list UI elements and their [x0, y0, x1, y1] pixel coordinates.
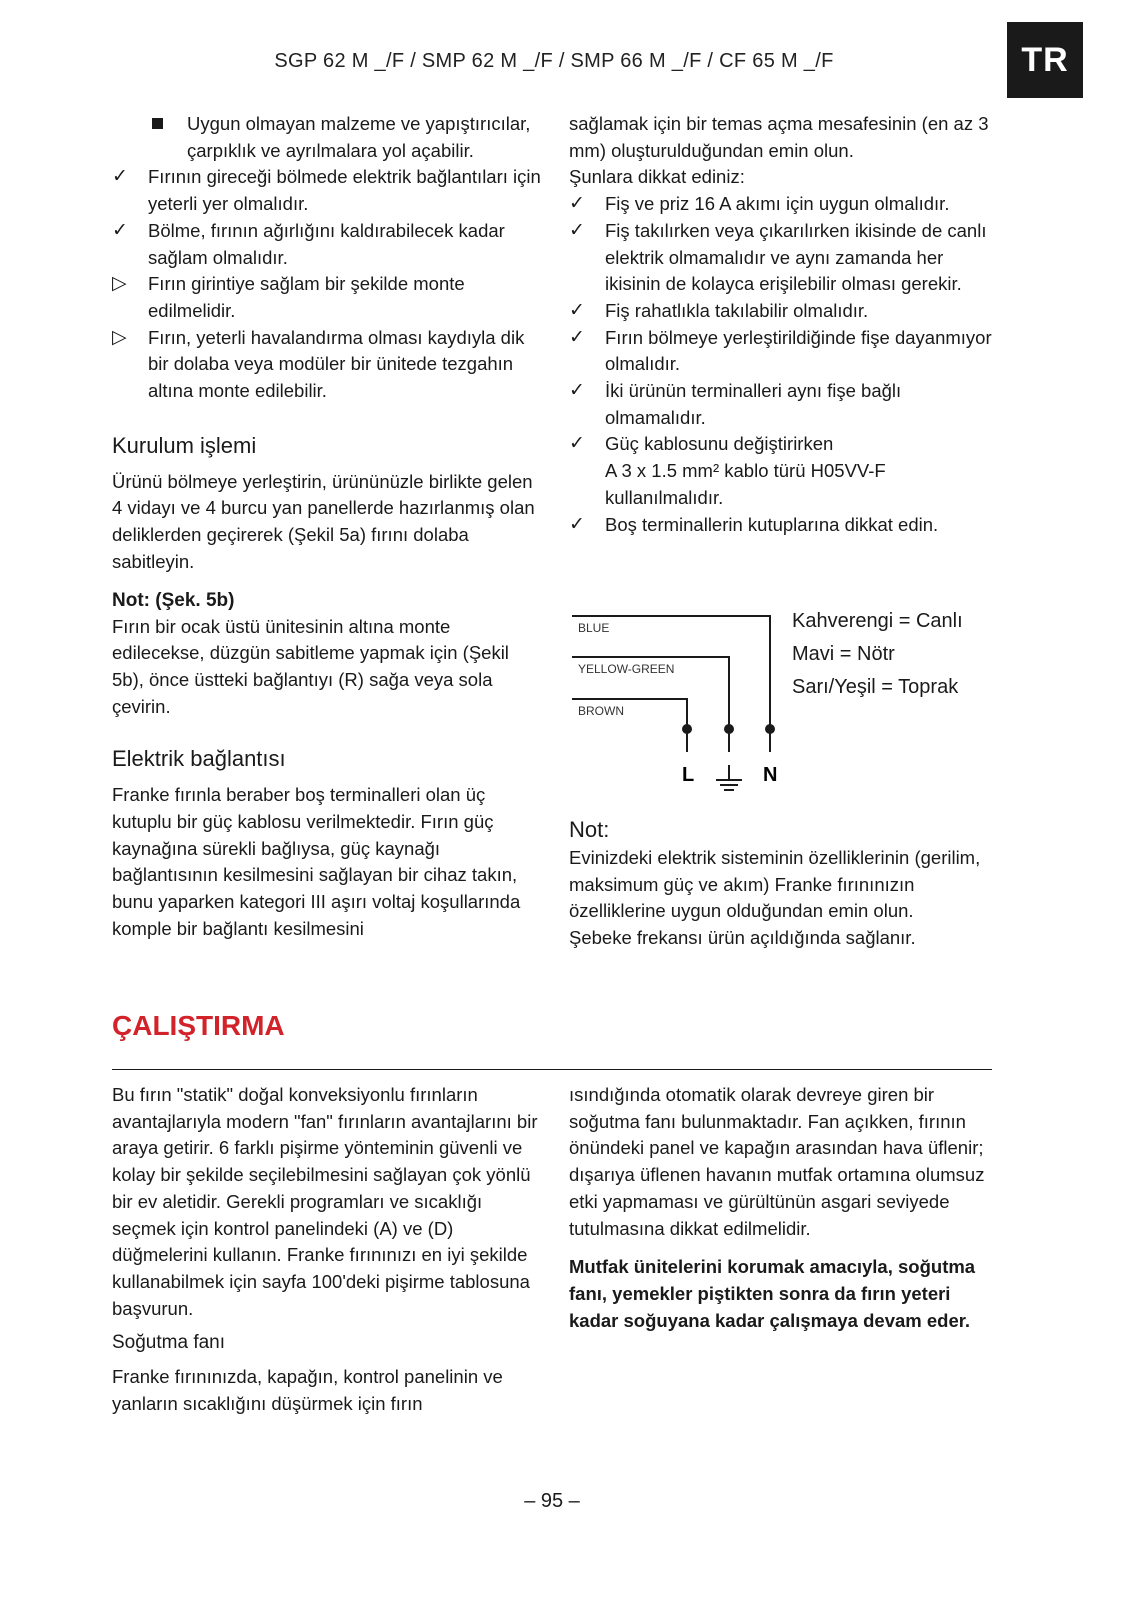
list-item	[112, 325, 542, 405]
page-number: – 95 –	[524, 1490, 580, 1512]
checkmark-icon: ✓	[569, 380, 585, 402]
right-intro: sağlamak için bir temas açma mesafesinin (en az 3 mm) oluşturulduğundan emin olun.	[569, 113, 989, 161]
fan-warning-text: Mutfak ünitelerini korumak amacıyla, soğutma fanı, yemekler piştikten sonra da fırın yeteri kadar soğuyana kadar çalışmaya devam eder.	[569, 1256, 976, 1331]
legend-item: Mavi = Nötr	[792, 643, 895, 665]
list-item	[569, 191, 994, 218]
list-item	[569, 512, 994, 539]
section-left-column	[112, 1082, 542, 1418]
install-heading: Kurulum işlemi	[112, 432, 257, 458]
list-item	[569, 431, 994, 511]
right-note	[569, 815, 994, 952]
note-text-2: Şebeke frekansı ürün açıldığında sağlanır.	[569, 927, 916, 949]
terminal-dot	[724, 724, 734, 734]
legend-item: Sarı/Yeşil = Toprak	[792, 676, 959, 698]
checkmark-icon: ✓	[112, 219, 128, 241]
checkmark-icon: ✓	[569, 219, 585, 241]
terminal-label-n: N	[763, 764, 778, 786]
list-item-text: Fırın, yeterli havalandırma olması kaydıyla dik bir dolaba veya modüler bir ünitede tezgahın altına monte edilebilir.	[148, 326, 525, 402]
attention-text: Şunlara dikkat ediniz:	[569, 166, 745, 188]
note-text: Evinizdeki elektrik sisteminin özelliklerinin (gerilim, maksimum güç ve akım) Franke fırınınızın özelliklerine uygun olduğundan emin olun.	[569, 847, 981, 922]
list-item-text: Bölme, fırının ağırlığını kaldırabilecek kadar sağlam olmalıdır.	[148, 219, 505, 268]
terminal-dot	[765, 724, 775, 734]
checkmark-icon: ✓	[569, 193, 585, 215]
fan-heading: Soğutma fanı	[112, 1332, 226, 1354]
list-item-text: Fiş rahatlıkla takılabilir olmalıdır.	[605, 299, 869, 321]
list-item-text: İki ürünün terminalleri aynı fişe bağlı olmamalıdır.	[605, 380, 902, 428]
list-item-text: Fiş takılırken veya çıkarılırken ikisinde de canlı elektrik olmamalıdır ve aynı zamanda her ikisinin de kolayca erişilebilir olması gerekir.	[605, 219, 987, 295]
terminal-dot	[682, 724, 692, 734]
list-item	[569, 218, 994, 298]
wire-color-legend	[792, 605, 963, 704]
list-item	[112, 164, 542, 217]
wire-label-blue: BLUE	[578, 621, 610, 635]
right-column	[569, 111, 994, 538]
checkmark-icon: ✓	[569, 299, 585, 321]
triangle-bullet-icon: ▷	[112, 326, 127, 348]
terminal-label-l: L	[682, 764, 695, 786]
list-item-text: Uygun olmayan malzeme ve yapıştırıcılar, çarpıklık ve ayrılmalara yol açabilir.	[187, 113, 531, 161]
fan-text: Franke fırınınızda, kapağın, kontrol panelinin ve yanların sıcaklığını düşürmek için fırın	[112, 1366, 503, 1415]
list-item-text: Boş terminallerin kutuplarına dikkat edin.	[605, 513, 939, 535]
language-badge: TR	[1007, 22, 1083, 98]
square-bullet-icon	[152, 118, 163, 129]
section-divider	[112, 1069, 992, 1070]
list-item	[112, 218, 542, 271]
list-item	[569, 325, 994, 378]
list-item	[569, 298, 994, 325]
list-item-text: Fiş ve priz 16 A akımı için uygun olmalıdır.	[605, 193, 950, 215]
list-item	[112, 271, 542, 324]
list-item	[112, 111, 542, 164]
checkmark-icon: ✓	[569, 513, 585, 535]
note-heading: Not:	[569, 817, 610, 842]
blue-wire	[572, 616, 770, 752]
electric-text: Franke fırınla beraber boş terminalleri olan üç kutuplu bir güç kablosu verilmektedir. Fırın güç kaynağına sürekli bağlıysa, güç kaynağı bağlantısının kesilmesini sağlayan bir cihaz takın, bunu yaparken kategori III aşırı voltaj koşullarında komple bir bağlantı kesilmesini	[112, 784, 521, 939]
install-text: Ürünü bölmeye yerleştirin, ürününüzle birlikte gelen 4 vidayı ve 4 burcu yan panellerde hazırlanmış olan deliklerden geçirerek (Şekil 5a) fırını dolaba sabitleyin.	[112, 470, 535, 572]
list-item-text: Fırın bölmeye yerleştirildiğinde fişe dayanmıyor olmalıdır.	[605, 326, 992, 375]
section-right-column	[569, 1082, 994, 1334]
legend-item: Kahverengi = Canlı	[792, 610, 963, 632]
wire-label-yellow-green: YELLOW-GREEN	[578, 662, 675, 676]
checkmark-icon: ✓	[112, 166, 128, 188]
document-header: SGP 62 M _/F / SMP 62 M _/F / SMP 66 M _/F / CF 65 M _/F	[274, 50, 834, 72]
list-item-text: Fırının gireceği bölmede elektrik bağlantıları için yeterli yer olmalıdır.	[148, 166, 541, 215]
note-heading: Not: (Şek. 5b)	[112, 589, 235, 611]
list-item-text: Güç kablosunu değiştirirken A 3 x 1.5 mm² kablo türü H05VV-F kullanılmalıdır.	[605, 433, 886, 508]
section-title: ÇALIŞTIRMA	[112, 1010, 285, 1041]
triangle-bullet-icon: ▷	[112, 273, 127, 295]
electric-heading: Elektrik bağlantısı	[112, 746, 286, 772]
checkmark-icon: ✓	[569, 433, 585, 455]
section-intro-text: Bu fırın "statik" doğal konveksiyonlu fırınların avantajlarıyla modern "fan" fırınların avantajlarını bir araya getirir. 6 farklı pişirme yönteminin güvenli ve kolay bir şekilde seçilebilmesini sağlayan çok yönlü bir ev aletidir. Gerekli programları ve sıcaklığı seçmek için kontrol panelindeki (A) ve (D) düğmelerini kullanın. Franke fırınınızı en iyi şekilde kullanabilmek için sayfa 100'deki pişirme tablosuna başvurun.	[112, 1084, 538, 1319]
wire-label-brown: BROWN	[578, 704, 624, 718]
list-item-text: Fırın girintiye sağlam bir şekilde monte edilmelidir.	[148, 273, 465, 321]
left-column	[112, 111, 542, 943]
wiring-diagram	[570, 600, 790, 795]
fan-text-continued: ısındığında otomatik olarak devreye giren bir soğutma fanı bulunmaktadır. Fan açıkken, fırının önündeki panel ve kapağın arasından hava üflenir; dışarıya üflenen havanın mutfak ortamına olumsuz etki yapmaması ve gürültünün asgari seviyede tutulmasına dikkat edilmelidir.	[569, 1084, 985, 1239]
note-text: Fırın bir ocak üstü ünitesinin altına monte edilecekse, düzgün sabitleme yapmak için (Şekil 5b), önce üstteki bağlantıyı (R) sağa veya sola çevirin.	[112, 615, 509, 717]
checkmark-icon: ✓	[569, 326, 585, 348]
list-item	[569, 378, 994, 431]
